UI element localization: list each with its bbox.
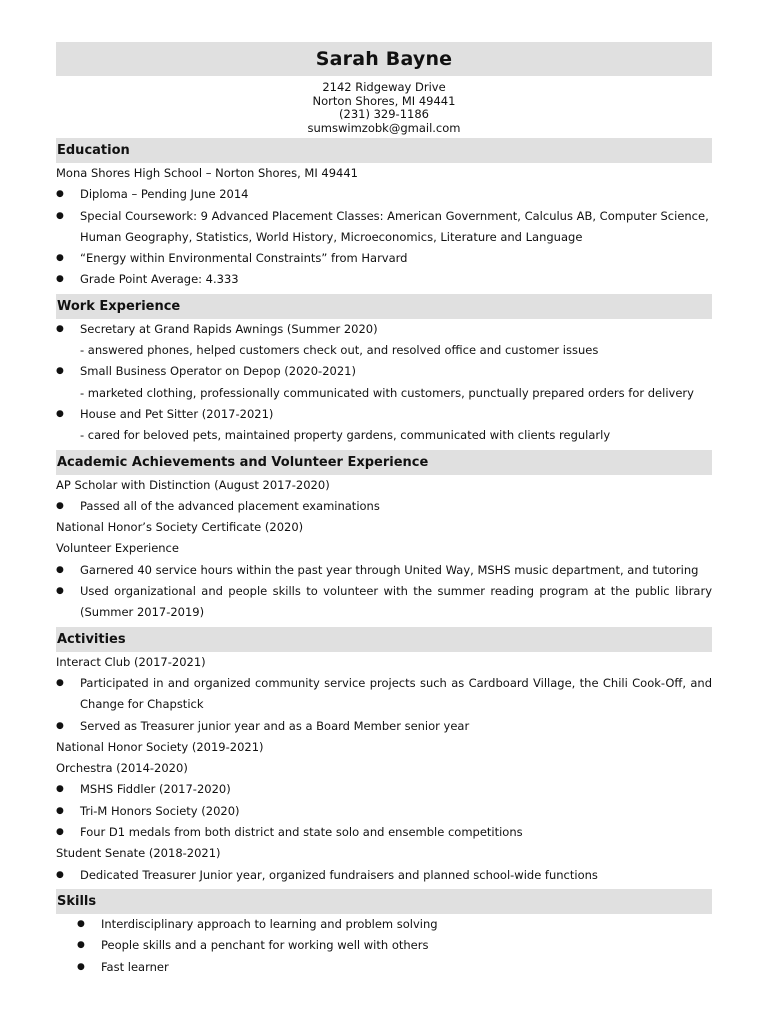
bullet-icon: ●: [56, 784, 64, 795]
bullet-icon: ●: [77, 940, 85, 951]
section-title: Education: [57, 143, 130, 158]
bullet-icon: ●: [77, 918, 85, 929]
bullet-icon: ●: [56, 253, 64, 264]
bullet-icon: ●: [56, 189, 64, 200]
bullet-icon: ●: [56, 366, 64, 377]
activity-heading: Interact Club (2017-2021): [56, 654, 206, 669]
bullet-icon: ●: [56, 500, 64, 511]
job-detail: - cared for beloved pets, maintained property gardens, communicated with clients regularly: [80, 428, 611, 443]
bullet-icon: ●: [56, 210, 64, 221]
bullet-icon: ●: [56, 323, 64, 334]
section-work-experience: [56, 294, 712, 319]
list-item: ● Garnered 40 service hours within the past year through United Way, MSHS music department, and tutoring: [56, 560, 712, 581]
list-item: ● Dedicated Treasurer Junior year, organized fundraisers and planned school-wide functions: [56, 865, 712, 886]
section-academic-volunteer: [56, 450, 712, 475]
bullet-icon: ●: [77, 961, 85, 972]
nhs-certificate-line: National Honor’s Society Certificate (2020): [56, 520, 304, 535]
address-line-2: Norton Shores, MI 49441: [312, 93, 456, 108]
section-title: Skills: [57, 893, 97, 909]
list-item: ● Tri-M Honors Society (2020): [56, 801, 712, 822]
ap-scholar-line: AP Scholar with Distinction (August 2017-2020): [56, 477, 330, 492]
bullet-icon: ●: [56, 274, 64, 285]
list-item: ● Served as Treasurer junior year and as a Board Member senior year: [56, 716, 712, 737]
address-line-1: 2142 Ridgeway Drive: [322, 80, 446, 94]
list-item: ● Fast learner: [56, 957, 712, 978]
candidate-name: Sarah Bayne: [315, 48, 453, 70]
list-item: ● Used organizational and people skills to volunteer with the summer reading program at the public library (Summer 2017-2019): [56, 581, 712, 624]
list-item: ● Passed all of the advanced placement examinations: [56, 496, 712, 517]
list-item: ● Special Coursework: 9 Advanced Placement Classes: American Government, Calculus AB, Computer Science, Human Geography, Statistics, World History, Microeconomics, Literature and Language: [56, 206, 712, 249]
bullet-icon: ●: [56, 869, 64, 880]
bullet-icon: ●: [56, 408, 64, 419]
section-title: Activities: [57, 631, 126, 647]
bullet-icon: ●: [56, 677, 64, 688]
bullet-icon: ●: [56, 720, 64, 731]
activity-heading: National Honor Society (2019-2021): [56, 739, 264, 754]
job-item: ● Small Business Operator on Depop (2020-2021): [56, 361, 712, 382]
job-item: ● House and Pet Sitter (2017-2021): [56, 404, 712, 425]
list-item: ● “Energy within Environmental Constraints” from Harvard: [56, 248, 712, 269]
phone-number: (231) 329-1186: [339, 107, 429, 121]
job-item: ● Secretary at Grand Rapids Awnings (Summer 2020): [56, 319, 712, 340]
section-title: Academic Achievements and Volunteer Experience: [57, 454, 429, 470]
section-title: Work Experience: [57, 298, 181, 314]
list-item: ● Grade Point Average: 4.333: [56, 269, 712, 290]
list-item: ● Four D1 medals from both district and state solo and ensemble competitions: [56, 822, 712, 843]
section-skills: [56, 889, 712, 914]
name-header: [56, 42, 712, 76]
job-detail: - answered phones, helped customers check out, and resolved office and customer issues: [80, 343, 599, 358]
job-detail: - marketed clothing, professionally communicated with customers, punctually prepared orders for delivery: [80, 385, 694, 400]
list-item: ● Diploma – Pending June 2014: [56, 184, 712, 205]
bullet-icon: ●: [56, 805, 64, 816]
section-activities: [56, 627, 712, 652]
list-item: ● Interdisciplinary approach to learning and problem solving: [56, 914, 712, 935]
bullet-icon: ●: [56, 586, 64, 597]
bullet-icon: ●: [56, 564, 64, 575]
list-item: ● Participated in and organized community service projects such as Cardboard Village, the Chili Cook-Off, and Change for Chapstick: [56, 673, 712, 716]
contact-block: [56, 81, 712, 135]
list-item: ● People skills and a penchant for working well with others: [56, 935, 712, 956]
list-item: ● MSHS Fiddler (2017-2020): [56, 779, 712, 800]
resume-page: [56, 42, 712, 978]
section-education: [56, 138, 712, 163]
activity-heading: Orchestra (2014-2020): [56, 761, 188, 776]
email-address: sumswimzobk@gmail.com: [307, 120, 461, 135]
activity-heading: Student Senate (2018-2021): [56, 846, 221, 861]
bullet-icon: ●: [56, 827, 64, 838]
volunteer-heading: Volunteer Experience: [56, 541, 179, 556]
school-line: Mona Shores High School – Norton Shores, MI 49441: [56, 166, 358, 180]
